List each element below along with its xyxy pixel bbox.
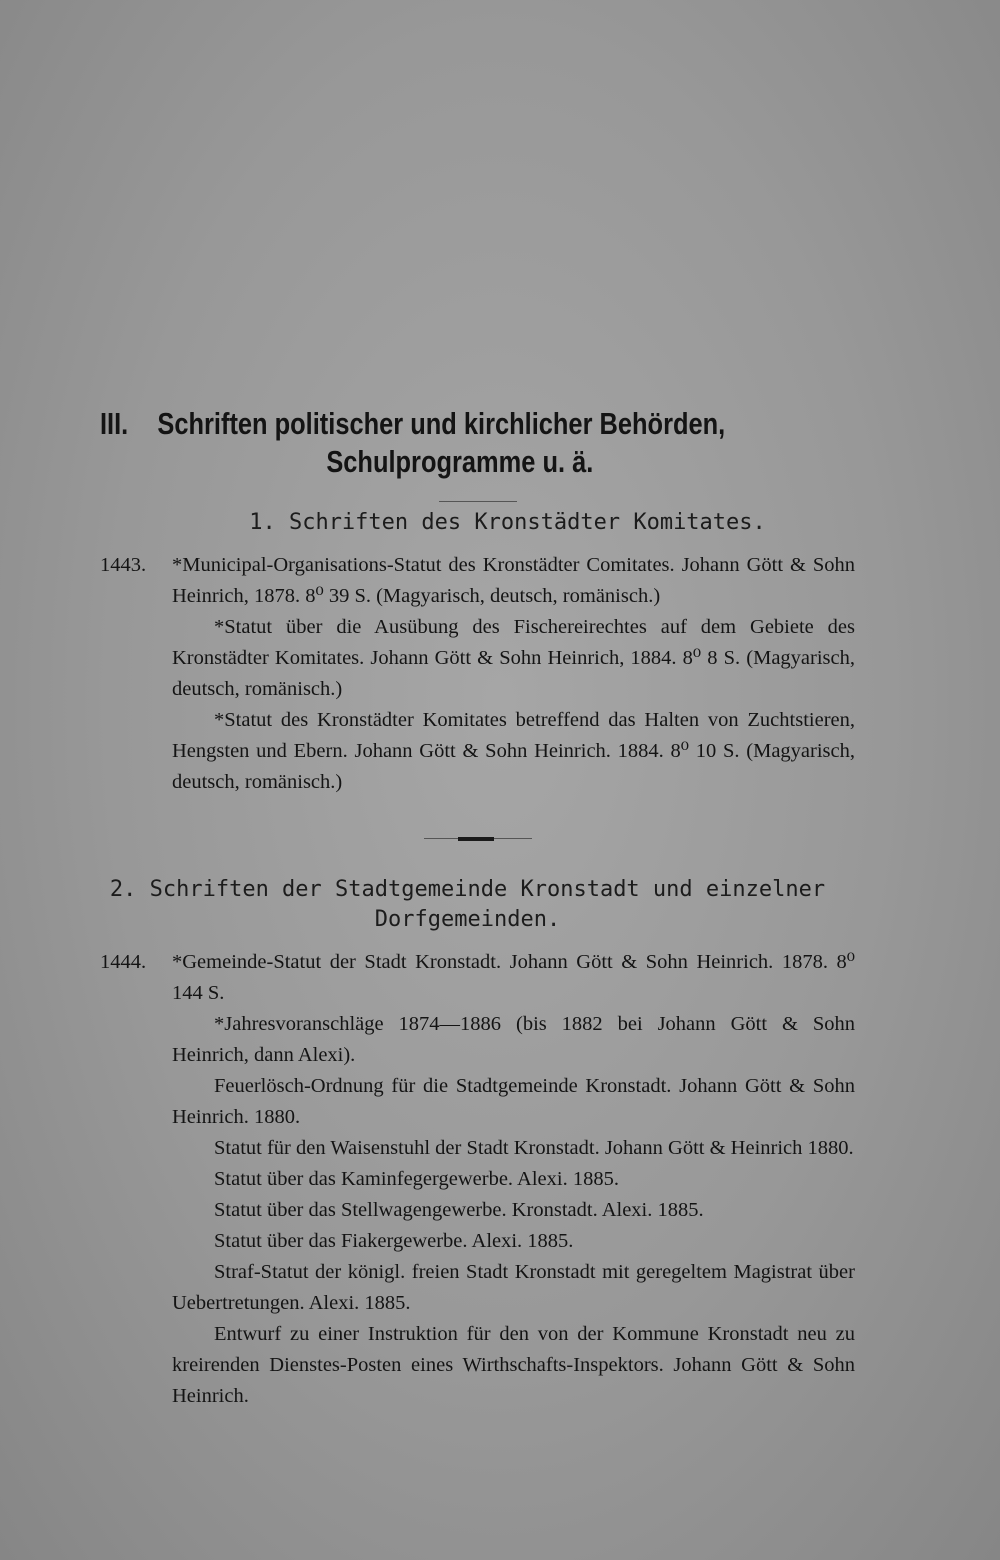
entry-1444 (100, 947, 855, 1412)
chapter-title-line-1: Schriften politischer und kirchlicher Behörden, (157, 406, 726, 441)
divider-bar (424, 838, 532, 839)
divider-short (439, 501, 517, 502)
section-1-title: 1. Schriften des Kronstädter Komitates. (249, 510, 766, 535)
entry-paragraph: Feuerlösch-Ordnung für die Stadtgemeinde Kronstadt. Johann Gött & Sohn Heinrich. 1880. (172, 1075, 855, 1128)
entry-paragraph: Statut über das Fiakergewerbe. Alexi. 1885. (214, 1230, 574, 1252)
entry-paragraph: *Statut über die Ausübung des Fischereirechtes auf dem Gebiete des Kronstädter Komitates. Johann Gött & Sohn Heinrich, 1884. 8⁰ 8 S. (Magyarisch, deutsch, romänisch.) (172, 616, 855, 700)
entry-paragraph (100, 550, 855, 612)
entry-number: 1444. (100, 951, 147, 973)
entry-text: *Municipal-Organisations-Statut des Kronstädter Comitates. Johann Gött & Sohn Heinrich, 1878. 8⁰ 39 S. (Magyarisch, deutsch, romänisch.) (172, 554, 855, 607)
entry-text: *Gemeinde-Statut der Stadt Kronstadt. Johann Gött & Sohn Heinrich. 1878. 8⁰ 144 S. (172, 951, 855, 1004)
entry-paragraph: Statut für den Waisenstuhl der Stadt Kronstadt. Johann Gött & Heinrich 1880. (214, 1137, 854, 1159)
entry-paragraph: Straf-Statut der königl. freien Stadt Kronstadt mit geregeltem Magistrat über Uebertretungen. Alexi. 1885. (172, 1261, 855, 1314)
entry-paragraph: Statut über das Kaminfegergewerbe. Alexi. 1885. (214, 1168, 619, 1190)
chapter-heading (100, 405, 854, 481)
entry-paragraph: Entwurf zu einer Instruktion für den von der Kommune Kronstadt neu zu kreirenden Dienstes-Posten eines Wirthschafts-Inspektors. Johann Gött & Sohn Heinrich. (172, 1323, 855, 1407)
section-2-title: 2. Schriften der Stadtgemeinde Kronstadt und einzelner Dorfgemeinden. (109, 877, 826, 932)
entry-number: 1443. (100, 554, 147, 576)
entry-paragraph: *Jahresvoranschläge 1874—1886 (bis 1882 bei Johann Gött & Sohn Heinrich, dann Alexi). (172, 1013, 855, 1066)
entry-1443 (100, 550, 855, 798)
entry-paragraph: Statut über das Stellwagengewerbe. Kronstadt. Alexi. 1885. (214, 1199, 704, 1221)
chapter-title-line-2: Schulprogramme u. ä. (326, 444, 594, 479)
entry-paragraph: *Statut des Kronstädter Komitates betreffend das Halten von Zuchtstieren, Hengsten und Ebern. Johann Gött & Sohn Heinrich. 1884. 8⁰ 10 S. (Magyarisch, deutsch, romänisch.) (172, 709, 855, 793)
entry-paragraph (100, 947, 855, 1009)
page-content (100, 405, 855, 1412)
chapter-number: III. (100, 406, 129, 441)
